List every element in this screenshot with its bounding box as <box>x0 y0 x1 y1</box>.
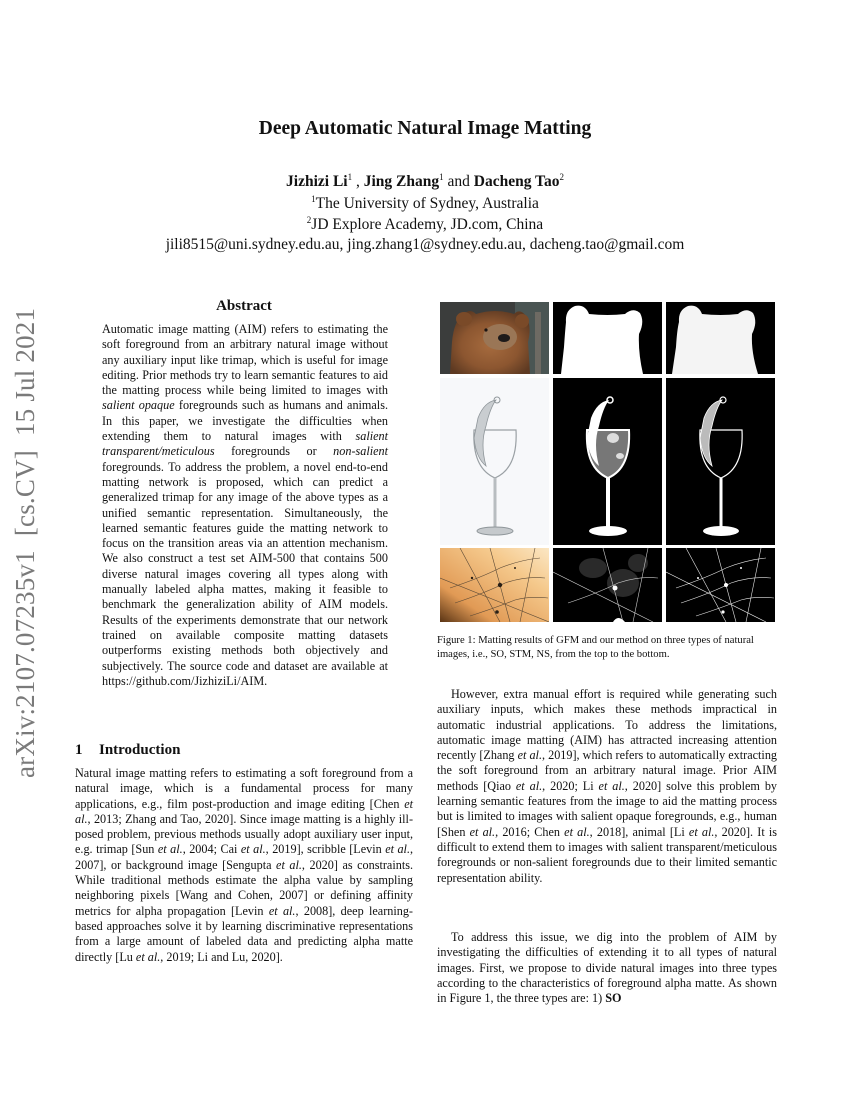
spiderweb-input-image <box>440 548 549 622</box>
body-text: , 2018], animal [Li <box>589 824 689 839</box>
section-heading-introduction <box>75 742 180 759</box>
body-text: , 2020] solve this problem by learning semantic features from the image to aid the matting process but is limited to images with salient opaque foregrounds, e.g., human [Shen <box>437 778 778 839</box>
wineglass-gfm-alpha <box>553 378 662 545</box>
body-text: , 2004; Cai <box>182 842 241 857</box>
affiliation-1 <box>0 194 850 213</box>
author-name: Jizhizi Li <box>286 173 348 190</box>
affiliation-mark: 1 <box>347 172 353 182</box>
body-text: However, extra manual effort is required while generating such auxiliary inputs, which makes these methods impractical in automatic industrial applications. To address the limitations, automatic image matting (AIM) has attracted increasing attention recently [Zhang <box>437 687 777 763</box>
figure-1-caption: Figure 1: Matting results of GFM and our method on three types of natural images, i.e., SO, STM, NS, from the top to the bottom. <box>437 635 754 660</box>
spiderweb-ours-alpha <box>666 548 775 622</box>
body-text: , 2007], or background image [Sengupta <box>75 842 414 872</box>
citation-etal: et al. <box>598 778 625 793</box>
citation-etal: et al. <box>515 778 543 793</box>
arxiv-date: 15 Jul 2021 <box>10 307 40 437</box>
body-text: To address this issue, we dig into the problem of AIM by investigating the difficulties of extending it to all types of natural images. First, we propose to divide natural images into three types according to the characteristics of foreground alpha matte. As shown in Figure 1, the three types are: 1) <box>437 930 777 1006</box>
citation-etal: et al. <box>688 824 715 839</box>
citation-etal: et al. <box>469 824 496 839</box>
figure-1 <box>440 302 775 622</box>
author-separator: , <box>352 173 364 190</box>
body-bold-term: SO <box>605 991 622 1006</box>
bear-input-image <box>440 302 549 374</box>
body-paragraph <box>437 687 777 886</box>
abstract-emphasis: non-salient <box>333 444 388 459</box>
body-paragraph <box>437 930 777 1006</box>
affiliation-2 <box>0 215 850 234</box>
body-text: , 2016; Chen <box>495 824 565 839</box>
author-name: Dacheng Tao <box>473 173 560 190</box>
arxiv-category: [cs.CV] <box>10 450 40 537</box>
abstract-text: foregrounds. To address the problem, a novel end-to-end matting network is proposed, which can predict a generalized trimap for any image of the above types as a unified semantic representation. Simultaneously, the learned semantic features guide the matting network to focus on the transition areas via an attention mechanism. We also construct a test set AIM-500 that contains 500 diverse natural images covering all types along with manually labeled alpha mattes, making it feasible to benchmark the generalization ability of AIM models. Results of the experiments demonstrate that our network trained on available composite matting datasets outperforms existing methods both objectively and subjectively. The source code and dataset are available at https://github.com/JizhiziLi/AIM. <box>102 459 388 688</box>
citation-etal: et al. <box>75 796 413 826</box>
author-emails: jili8515@uni.sydney.edu.au, jing.zhang1@sydney.edu.au, dacheng.tao@gmail.com <box>165 236 685 253</box>
affiliation-mark: 1 <box>311 194 316 204</box>
citation-etal: et al. <box>135 949 161 964</box>
body-text: , 2013; Zhang and Tao, 2020]. Since image matting is a highly ill-posed problem, previous methods usually adopt auxiliary user input, e.g. trimap [Sun <box>75 811 413 857</box>
author-name: Jing Zhang <box>363 173 440 190</box>
body-text: , 2020; Li <box>542 778 599 793</box>
citation-etal: et al. <box>517 748 542 763</box>
bear-gfm-alpha <box>553 302 662 374</box>
citation-etal: et al. <box>268 903 296 918</box>
body-text: , 2020]. It is difficult to extend them to images with salient transparent/meticulous foregrounds or non-salient foregrounds due to their limited semantic representation ability. <box>437 824 778 885</box>
abstract-text: foregrounds such as humans and animals. In this paper, we investigate the difficulties when extending them to natural images with <box>102 398 388 444</box>
arxiv-id: arXiv:2107.07235v1 <box>10 550 40 778</box>
affiliation-text: JD Explore Academy, JD.com, China <box>311 216 544 233</box>
abstract-emphasis: salient opaque <box>102 398 175 413</box>
body-text: , 2008], deep learning-based approaches solve it by learning discriminative representations from a large amount of labeled data and predicting alpha matte directly [Lu <box>75 903 413 964</box>
arxiv-stamp <box>10 288 41 778</box>
body-text: , 2019], which refers to automatically extracting the soft foreground from an arbitrary natural image. Prior AIM methods [Qiao <box>437 748 778 793</box>
spiderweb-gfm-alpha <box>553 548 662 622</box>
body-text: Natural image matting refers to estimating a soft foreground from a natural image, which is a fundamental process for many applications, e.g., film post-production and image editing [Chen <box>75 766 413 811</box>
wineglass-ours-alpha <box>666 378 775 545</box>
citation-etal: et al. <box>240 842 266 857</box>
abstract-body <box>102 322 388 689</box>
abstract-emphasis: salient transparent/meticulous <box>102 429 388 459</box>
citation-etal: et al. <box>276 857 302 872</box>
section-number: 1 <box>75 742 83 758</box>
section-title: Introduction <box>99 742 181 758</box>
body-text: , 2020] as constraints. While traditional methods estimate the alpha value by sampling neighboring pixels [Wang and Cohen, 2007] or defining affinity metrics for alpha propagation [Levin <box>75 857 413 918</box>
bear-ours-alpha <box>666 302 775 374</box>
abstract-heading: Abstract <box>216 298 272 314</box>
body-text: , 2019], scribble [Levin <box>265 842 386 857</box>
citation-etal: et al. <box>157 842 183 857</box>
abstract-text: Automatic image matting (AIM) refers to estimating the soft foreground from an arbitrary natural image without any auxiliary input like trimap, which is useful for image editing. Prior methods try to learn semantic features to aid the matting process while being limited to images with <box>102 322 388 398</box>
affiliation-mark: 2 <box>306 215 312 225</box>
introduction-paragraph <box>75 766 413 965</box>
author-separator: and <box>443 173 474 190</box>
affiliation-mark: 1 <box>439 172 444 182</box>
abstract-text: foregrounds or <box>214 444 334 459</box>
affiliation-text: The University of Sydney, Australia <box>315 195 539 212</box>
body-text: , 2019; Li and Lu, 2020]. <box>160 949 283 964</box>
citation-etal: et al. <box>385 842 410 857</box>
wineglass-input-image <box>440 378 549 545</box>
affiliation-mark: 2 <box>559 172 564 182</box>
author-list <box>0 172 850 191</box>
citation-etal: et al. <box>564 824 590 839</box>
paper-title: Deep Automatic Natural Image Matting <box>258 118 592 139</box>
